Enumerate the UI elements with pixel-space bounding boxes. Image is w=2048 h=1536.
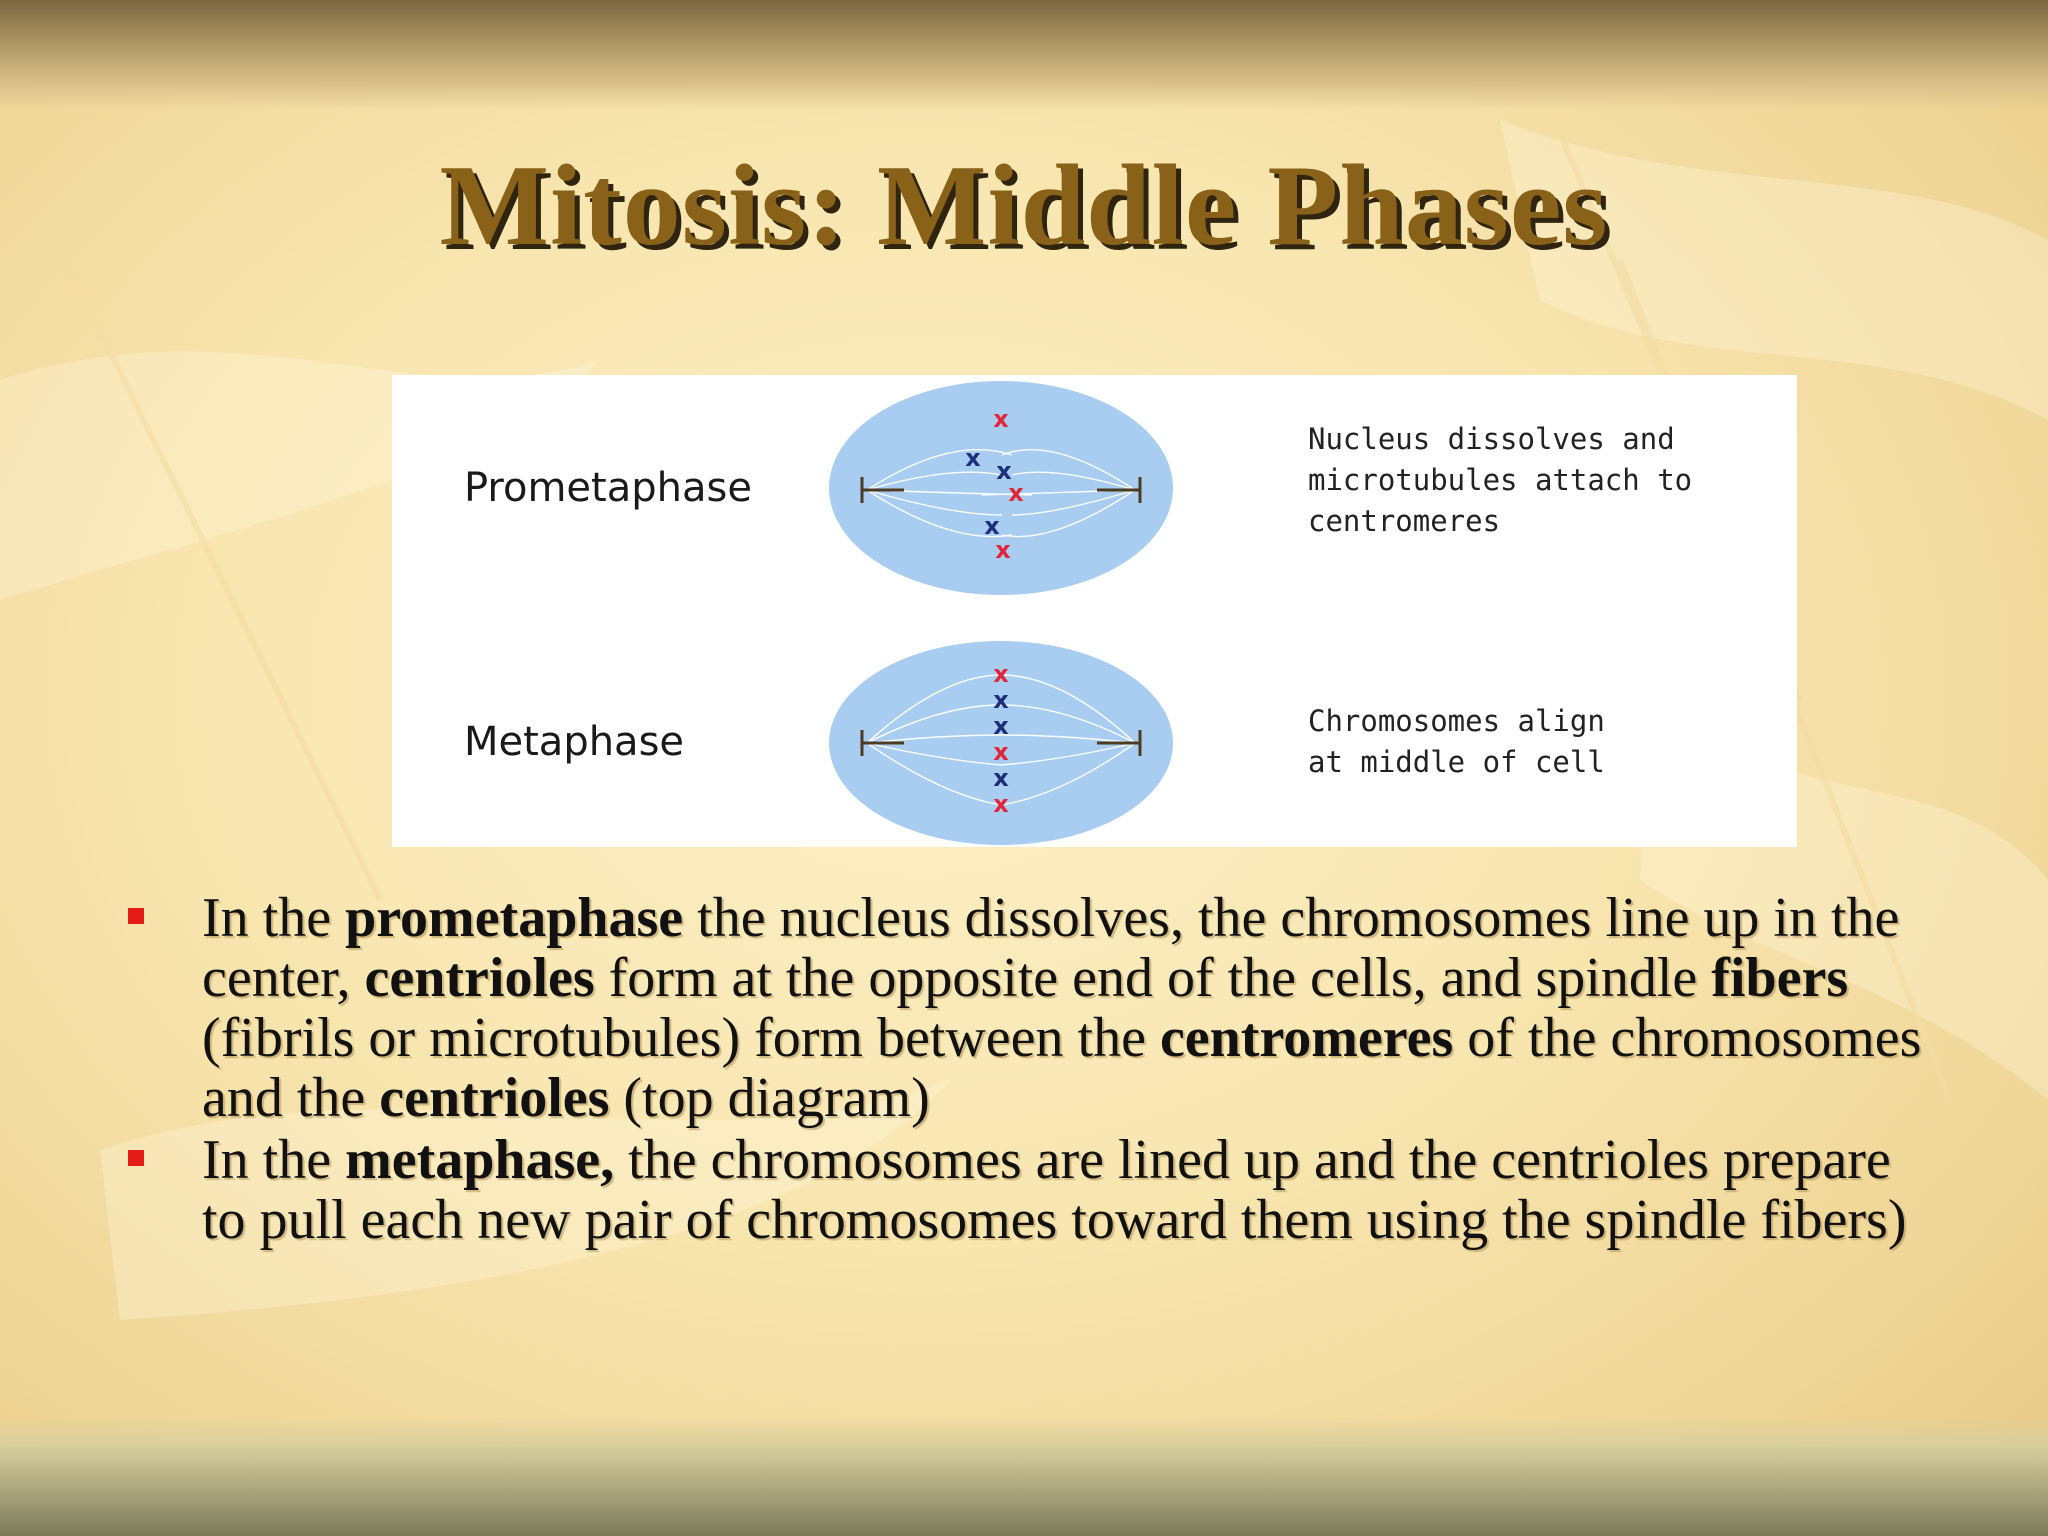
svg-text:x: x <box>993 660 1009 688</box>
svg-text:x: x <box>965 444 981 472</box>
bullet-text: the chromosomes are lined up and the centrioles prepare to pull each new pair of chromosomes toward them using the spindle fibers) <box>202 1129 1907 1251</box>
svg-text:x: x <box>993 764 1009 792</box>
svg-text:x: x <box>993 405 1009 433</box>
bullet-bold-term: metaphase, <box>345 1129 615 1191</box>
bullet-bold-term: prometaphase <box>345 887 684 949</box>
metaphase-cell <box>829 641 1173 845</box>
bullet-text: (fibrils or microtubules) form between the <box>202 1007 1160 1069</box>
bullet-square-icon <box>128 1150 144 1166</box>
metaphase-description: Chromosomes align at middle of cell <box>1308 704 1605 779</box>
bullet-bold-term: centrioles <box>379 1067 610 1129</box>
mitosis-diagram <box>392 375 1797 847</box>
prometaphase-label: Prometaphase <box>464 465 752 511</box>
bullet-text: of the chromosomes and the <box>202 1007 1922 1129</box>
bullet-text: the nucleus dissolves, the chromosomes line up in the center, <box>202 887 1900 1009</box>
bullet-text: form at the opposite end of the cells, and spindle <box>594 947 1712 1009</box>
bottom-band <box>0 1416 2048 1536</box>
svg-text:x: x <box>993 790 1009 818</box>
prometaphase-cell <box>829 381 1173 595</box>
bullet-text: In the <box>202 887 346 949</box>
metaphase-label: Metaphase <box>464 719 685 765</box>
svg-text:x: x <box>996 457 1012 485</box>
bullet-bold-term: fibers <box>1711 947 1849 1009</box>
bullet-square-icon <box>128 908 144 924</box>
svg-text:x: x <box>1008 479 1024 507</box>
bullet-text: (top diagram) <box>609 1067 930 1129</box>
svg-text:x: x <box>995 536 1011 564</box>
bullet-item-prometaphase <box>128 888 1948 1128</box>
top-band <box>0 0 2048 110</box>
bullet-text: In the <box>202 1129 346 1191</box>
prometaphase-description: Nucleus dissolves and microtubules attach to centromeres <box>1308 422 1693 538</box>
bullet-bold-term: centrioles <box>364 947 595 1009</box>
svg-text:x: x <box>993 712 1009 740</box>
svg-text:x: x <box>984 512 1000 540</box>
slide-title: Mitosis: Middle Phases <box>439 142 1609 270</box>
svg-text:x: x <box>993 686 1009 714</box>
bullet-list <box>128 888 1948 1252</box>
svg-text:x: x <box>993 738 1009 766</box>
bullet-item-metaphase <box>128 1130 1948 1250</box>
bullet-bold-term: centromeres <box>1159 1007 1454 1069</box>
